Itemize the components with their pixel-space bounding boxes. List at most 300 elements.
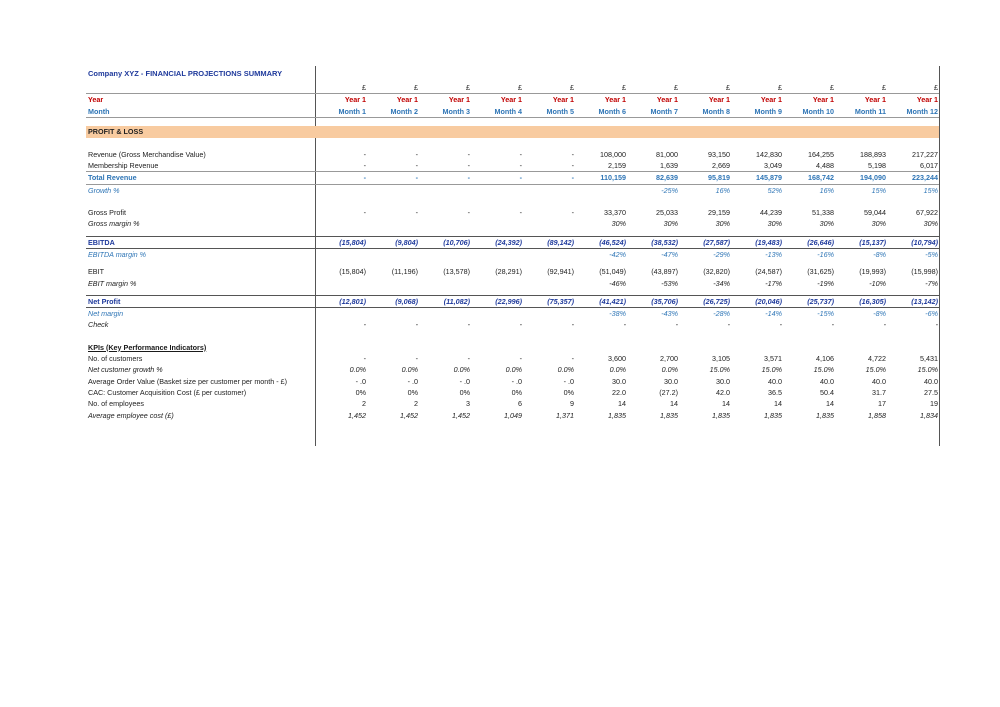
value-cell: 30%: [663, 219, 678, 229]
value-cell: -: [363, 149, 366, 159]
value-cell: -17%: [765, 278, 782, 288]
value-cell: (89,142): [547, 237, 574, 247]
value-cell: 17: [878, 399, 886, 409]
value-cell: -: [415, 173, 418, 183]
value-cell: -: [779, 320, 782, 330]
value-cell: 2: [362, 399, 366, 409]
value-cell: 145,879: [756, 173, 782, 183]
check-row: [86, 319, 939, 330]
value-cell: -34%: [713, 278, 730, 288]
row-label: Growth %: [88, 185, 120, 195]
value-cell: (15,998): [911, 267, 938, 277]
value-cell: [419, 185, 471, 196]
currency-row: [86, 82, 939, 93]
value-cell: -: [571, 173, 574, 183]
value-cell: 15.0%: [761, 365, 782, 375]
value-cell: 5,198: [868, 161, 886, 171]
value-cell: Year 1: [708, 95, 730, 105]
value-cell: -7%: [925, 278, 938, 288]
value-cell: -: [675, 320, 678, 330]
value-cell: Month 7: [650, 106, 678, 116]
value-cell: -: [467, 320, 470, 330]
value-cell: 15.0%: [813, 365, 834, 375]
value-cell: 217,227: [912, 149, 938, 159]
value-cell: 194,090: [860, 173, 886, 183]
value-cell: 6: [518, 399, 522, 409]
value-cell: Year 1: [552, 95, 574, 105]
value-cell: 36.5: [768, 387, 782, 397]
value-cell: (28,291): [495, 267, 522, 277]
value-cell: 0.0%: [609, 365, 626, 375]
value-cell: 33,370: [604, 208, 626, 218]
value-cell: (26,725): [703, 296, 730, 306]
value-cell: 30%: [819, 219, 834, 229]
value-cell: -: [623, 320, 626, 330]
value-cell: -: [415, 208, 418, 218]
value-cell: (38,532): [651, 237, 678, 247]
value-cell: -: [467, 208, 470, 218]
value-cell: (10,794): [911, 237, 938, 247]
row-label: Check: [88, 320, 109, 330]
value-cell: [367, 249, 419, 260]
value-cell: -47%: [661, 249, 678, 259]
value-cell: (26,646): [807, 237, 834, 247]
value-cell: 15%: [923, 185, 938, 195]
value-cell: -6%: [925, 309, 938, 319]
value-cell: 82,639: [656, 173, 678, 183]
value-cell: 1,835: [660, 410, 678, 420]
row-label: Average employee cost (£): [88, 410, 174, 420]
value-cell: (41,421): [599, 296, 626, 306]
value-cell: [523, 278, 575, 289]
value-cell: 30%: [767, 219, 782, 229]
value-cell: Month 9: [754, 106, 782, 116]
value-cell: 1,452: [400, 410, 418, 420]
value-cell: 2: [414, 399, 418, 409]
value-cell: -: [883, 320, 886, 330]
value-cell: 188,893: [860, 149, 886, 159]
value-cell: Month 8: [702, 106, 730, 116]
value-cell: 15.0%: [865, 365, 886, 375]
value-cell: Year 1: [448, 95, 470, 105]
title-text: Company XYZ - FINANCIAL PROJECTIONS SUMMARY: [88, 69, 283, 78]
value-cell: 52%: [767, 185, 782, 195]
value-cell: (32,820): [703, 267, 730, 277]
value-cell: - .0: [459, 376, 470, 386]
value-cell: £: [466, 83, 470, 92]
value-cell: 44,239: [760, 208, 782, 218]
value-cell: -42%: [609, 249, 626, 259]
value-cell: Month 6: [598, 106, 626, 116]
value-cell: [367, 278, 419, 289]
value-cell: -: [519, 161, 522, 171]
value-cell: (31,625): [807, 267, 834, 277]
value-cell: 67,922: [916, 208, 938, 218]
value-cell: (11,082): [443, 296, 470, 306]
value-cell: £: [882, 83, 886, 92]
value-cell: 93,150: [708, 149, 730, 159]
sheet-title: [86, 66, 939, 82]
value-cell: [315, 218, 367, 229]
value-cell: Month 12: [906, 106, 938, 116]
value-cell: -53%: [661, 278, 678, 288]
net-profit-row: [86, 295, 939, 308]
value-cell: £: [362, 83, 366, 92]
value-cell: 4,488: [816, 161, 834, 171]
value-cell: (24,587): [755, 267, 782, 277]
value-cell: (25,737): [807, 296, 834, 306]
value-cell: 29,159: [708, 208, 730, 218]
value-cell: -19%: [817, 278, 834, 288]
ebit-margin-row: [86, 278, 939, 289]
value-cell: [367, 185, 419, 196]
value-cell: - .0: [407, 376, 418, 386]
net-margin-row: [86, 308, 939, 319]
value-cell: 142,830: [756, 149, 782, 159]
value-cell: 1,858: [868, 410, 886, 420]
value-cell: (19,993): [859, 267, 886, 277]
value-cell: -43%: [661, 309, 678, 319]
value-cell: 3,600: [608, 354, 626, 364]
value-cell: 110,159: [600, 173, 626, 183]
value-cell: 51,338: [812, 208, 834, 218]
value-cell: (13,142): [911, 296, 938, 306]
row-label: Net customer growth %: [88, 365, 163, 375]
value-cell: 1,835: [608, 410, 626, 420]
value-cell: -: [571, 208, 574, 218]
value-cell: [523, 249, 575, 260]
ebitda-row: [86, 236, 939, 249]
value-cell: [419, 249, 471, 260]
row-label: EBITDA margin %: [88, 249, 147, 259]
value-cell: 30.0: [612, 376, 626, 386]
row-label: Year: [88, 95, 104, 105]
value-cell: -13%: [765, 249, 782, 259]
ebit-row: [86, 266, 939, 277]
row-label: Total Revenue: [88, 173, 137, 183]
growth-row: [86, 185, 939, 196]
value-cell: 3,571: [764, 354, 782, 364]
value-cell: (46,524): [599, 237, 626, 247]
value-cell: (19,483): [755, 237, 782, 247]
value-cell: 40.0: [768, 376, 782, 386]
value-cell: 50.4: [820, 387, 834, 397]
value-cell: -: [831, 320, 834, 330]
value-cell: 14: [774, 399, 782, 409]
value-cell: [523, 218, 575, 229]
row-label: Month: [88, 106, 110, 116]
value-cell: 1,452: [452, 410, 470, 420]
row-label: EBIT margin %: [88, 278, 137, 288]
value-cell: [419, 278, 471, 289]
value-cell: 19: [930, 399, 938, 409]
value-cell: [523, 185, 575, 196]
value-cell: 1,452: [348, 410, 366, 420]
value-cell: 42.0: [716, 387, 730, 397]
value-cell: Month 3: [442, 106, 470, 116]
value-cell: (35,706): [651, 296, 678, 306]
value-cell: -29%: [713, 249, 730, 259]
value-cell: - .0: [511, 376, 522, 386]
value-cell: (24,392): [495, 237, 522, 247]
row-label: Revenue (Gross Merchandise Value): [88, 149, 206, 159]
section-label: PROFIT & LOSS: [88, 126, 144, 136]
value-cell: (13,578): [443, 267, 470, 277]
value-cell: -: [415, 149, 418, 159]
value-cell: -: [519, 320, 522, 330]
value-cell: 30%: [611, 219, 626, 229]
value-cell: -16%: [817, 249, 834, 259]
value-cell: 14: [826, 399, 834, 409]
value-cell: (43,897): [651, 267, 678, 277]
value-cell: 22.0: [612, 387, 626, 397]
value-cell: -14%: [765, 309, 782, 319]
value-cell: (15,137): [859, 237, 886, 247]
cac-row: [86, 387, 939, 398]
value-cell: [419, 218, 471, 229]
row-label: Membership Revenue: [88, 161, 159, 171]
value-cell: 2,159: [608, 161, 626, 171]
value-cell: -: [571, 161, 574, 171]
value-cell: £: [518, 83, 522, 92]
value-cell: 31.7: [872, 387, 886, 397]
value-cell: 164,255: [808, 149, 834, 159]
value-cell: Year 1: [604, 95, 626, 105]
value-cell: -46%: [609, 278, 626, 288]
value-cell: 40.0: [820, 376, 834, 386]
value-cell: £: [570, 83, 574, 92]
value-cell: 16%: [715, 185, 730, 195]
month-row: [86, 106, 939, 118]
value-cell: 40.0: [872, 376, 886, 386]
value-cell: Month 10: [802, 106, 834, 116]
value-cell: -: [363, 173, 366, 183]
value-cell: -: [519, 354, 522, 364]
value-cell: 40.0: [924, 376, 938, 386]
value-cell: 15%: [871, 185, 886, 195]
value-cell: £: [830, 83, 834, 92]
financial-summary-sheet: [86, 66, 939, 421]
row-label: Average Order Value (Basket size per customer per month - £): [88, 376, 288, 386]
value-cell: -: [519, 208, 522, 218]
gross-profit-row: [86, 207, 939, 218]
row-label: CAC: Customer Acquisition Cost (£ per customer): [88, 387, 247, 397]
value-cell: [471, 278, 523, 289]
value-cell: 30.0: [664, 376, 678, 386]
value-cell: (51,049): [599, 267, 626, 277]
value-cell: [315, 278, 367, 289]
value-cell: £: [414, 83, 418, 92]
value-cell: 0.0%: [661, 365, 678, 375]
value-cell: Year 1: [864, 95, 886, 105]
value-cell: -8%: [873, 249, 886, 259]
value-cell: (9,068): [395, 296, 418, 306]
value-cell: [315, 185, 367, 196]
value-cell: 1,834: [920, 410, 938, 420]
value-cell: 59,044: [864, 208, 886, 218]
value-cell: 3,105: [712, 354, 730, 364]
value-cell: [575, 185, 627, 196]
value-cell: Month 5: [546, 106, 574, 116]
value-cell: [315, 308, 367, 319]
value-cell: 30%: [923, 219, 938, 229]
value-cell: -: [415, 320, 418, 330]
value-cell: -25%: [661, 185, 678, 195]
row-label: Net Profit: [88, 296, 121, 306]
value-cell: -: [415, 354, 418, 364]
value-cell: 1,835: [816, 410, 834, 420]
value-cell: [471, 185, 523, 196]
value-cell: [471, 308, 523, 319]
value-cell: -: [571, 320, 574, 330]
value-cell: 81,000: [656, 149, 678, 159]
value-cell: 30.0: [716, 376, 730, 386]
value-cell: -: [571, 354, 574, 364]
value-cell: -: [727, 320, 730, 330]
value-cell: (75,357): [547, 296, 574, 306]
value-cell: -5%: [925, 249, 938, 259]
value-cell: 0.0%: [505, 365, 522, 375]
employees-row: [86, 398, 939, 409]
value-cell: [367, 308, 419, 319]
value-cell: £: [778, 83, 782, 92]
section-profit-loss: [86, 126, 939, 138]
value-cell: -: [935, 320, 938, 330]
section-label: KPIs (Key Performance Indicators): [88, 342, 207, 352]
value-cell: -8%: [873, 309, 886, 319]
value-cell: 14: [670, 399, 678, 409]
value-cell: 0.0%: [557, 365, 574, 375]
value-cell: £: [934, 83, 938, 92]
value-cell: (12,801): [339, 296, 366, 306]
value-cell: Year 1: [396, 95, 418, 105]
value-cell: 0%: [407, 387, 418, 397]
value-cell: 0%: [355, 387, 366, 397]
value-cell: -15%: [817, 309, 834, 319]
value-cell: 1,835: [712, 410, 730, 420]
value-cell: (27,587): [703, 237, 730, 247]
value-cell: Year 1: [344, 95, 366, 105]
row-label: Gross Profit: [88, 208, 126, 218]
value-cell: (22,996): [495, 296, 522, 306]
value-cell: -: [571, 149, 574, 159]
value-cell: 25,033: [656, 208, 678, 218]
value-cell: 27.5: [924, 387, 938, 397]
value-cell: -: [363, 354, 366, 364]
row-label: No. of employees: [88, 399, 144, 409]
value-cell: 108,000: [600, 149, 626, 159]
value-cell: (9,804): [395, 237, 418, 247]
total-revenue-row: [86, 171, 939, 184]
value-cell: 6,017: [920, 161, 938, 171]
value-cell: Month 4: [494, 106, 522, 116]
value-cell: -38%: [609, 309, 626, 319]
value-cell: 14: [618, 399, 626, 409]
row-label: Net margin: [88, 309, 124, 319]
value-cell: [471, 249, 523, 260]
value-cell: 30%: [871, 219, 886, 229]
revenue-row: [86, 149, 939, 160]
value-cell: (10,706): [443, 237, 470, 247]
value-cell: Year 1: [656, 95, 678, 105]
value-cell: -: [467, 161, 470, 171]
value-cell: [419, 308, 471, 319]
customers-row: [86, 353, 939, 364]
aov-row: [86, 376, 939, 387]
value-cell: 1,639: [660, 161, 678, 171]
value-cell: (20,046): [755, 296, 782, 306]
value-cell: 9: [570, 399, 574, 409]
value-cell: 15.0%: [709, 365, 730, 375]
value-cell: (27.2): [659, 387, 678, 397]
year-row: [86, 93, 939, 105]
value-cell: (92,941): [547, 267, 574, 277]
value-cell: 4,106: [816, 354, 834, 364]
value-cell: 2,669: [712, 161, 730, 171]
value-cell: 2,700: [660, 354, 678, 364]
value-cell: 0%: [563, 387, 574, 397]
value-cell: (16,305): [859, 296, 886, 306]
value-cell: -: [467, 173, 470, 183]
value-cell: (15,804): [339, 267, 366, 277]
value-cell: £: [674, 83, 678, 92]
section-kpis: [86, 342, 939, 353]
employee-cost-row: [86, 410, 939, 421]
value-cell: -: [519, 149, 522, 159]
value-cell: -: [415, 161, 418, 171]
value-cell: £: [622, 83, 626, 92]
value-cell: [367, 218, 419, 229]
value-cell: 15.0%: [917, 365, 938, 375]
value-cell: 0.0%: [453, 365, 470, 375]
customer-growth-row: [86, 364, 939, 375]
value-cell: [523, 308, 575, 319]
value-cell: 16%: [819, 185, 834, 195]
value-cell: -: [363, 320, 366, 330]
value-cell: -10%: [869, 278, 886, 288]
value-cell: 0%: [459, 387, 470, 397]
value-cell: Year 1: [760, 95, 782, 105]
membership-revenue-row: [86, 160, 939, 171]
row-label: EBIT: [88, 267, 104, 277]
value-cell: [471, 218, 523, 229]
value-cell: 223,244: [912, 173, 938, 183]
row-label: Gross margin %: [88, 219, 140, 229]
value-cell: Year 1: [500, 95, 522, 105]
value-cell: -28%: [713, 309, 730, 319]
value-cell: -: [363, 208, 366, 218]
value-cell: 30%: [715, 219, 730, 229]
value-cell: 168,742: [808, 173, 834, 183]
value-cell: [315, 249, 367, 260]
ebitda-margin-row: [86, 249, 939, 260]
value-cell: 14: [722, 399, 730, 409]
value-cell: -: [363, 161, 366, 171]
value-cell: 0.0%: [349, 365, 366, 375]
value-cell: - .0: [355, 376, 366, 386]
value-cell: £: [726, 83, 730, 92]
value-cell: 4,722: [868, 354, 886, 364]
value-cell: 5,431: [920, 354, 938, 364]
value-cell: 0.0%: [401, 365, 418, 375]
value-cell: -: [467, 354, 470, 364]
value-cell: - .0: [563, 376, 574, 386]
value-cell: Year 1: [916, 95, 938, 105]
value-cell: Month 1: [338, 106, 366, 116]
value-cell: 1,049: [504, 410, 522, 420]
row-label: EBITDA: [88, 237, 115, 247]
value-cell: 1,371: [556, 410, 574, 420]
